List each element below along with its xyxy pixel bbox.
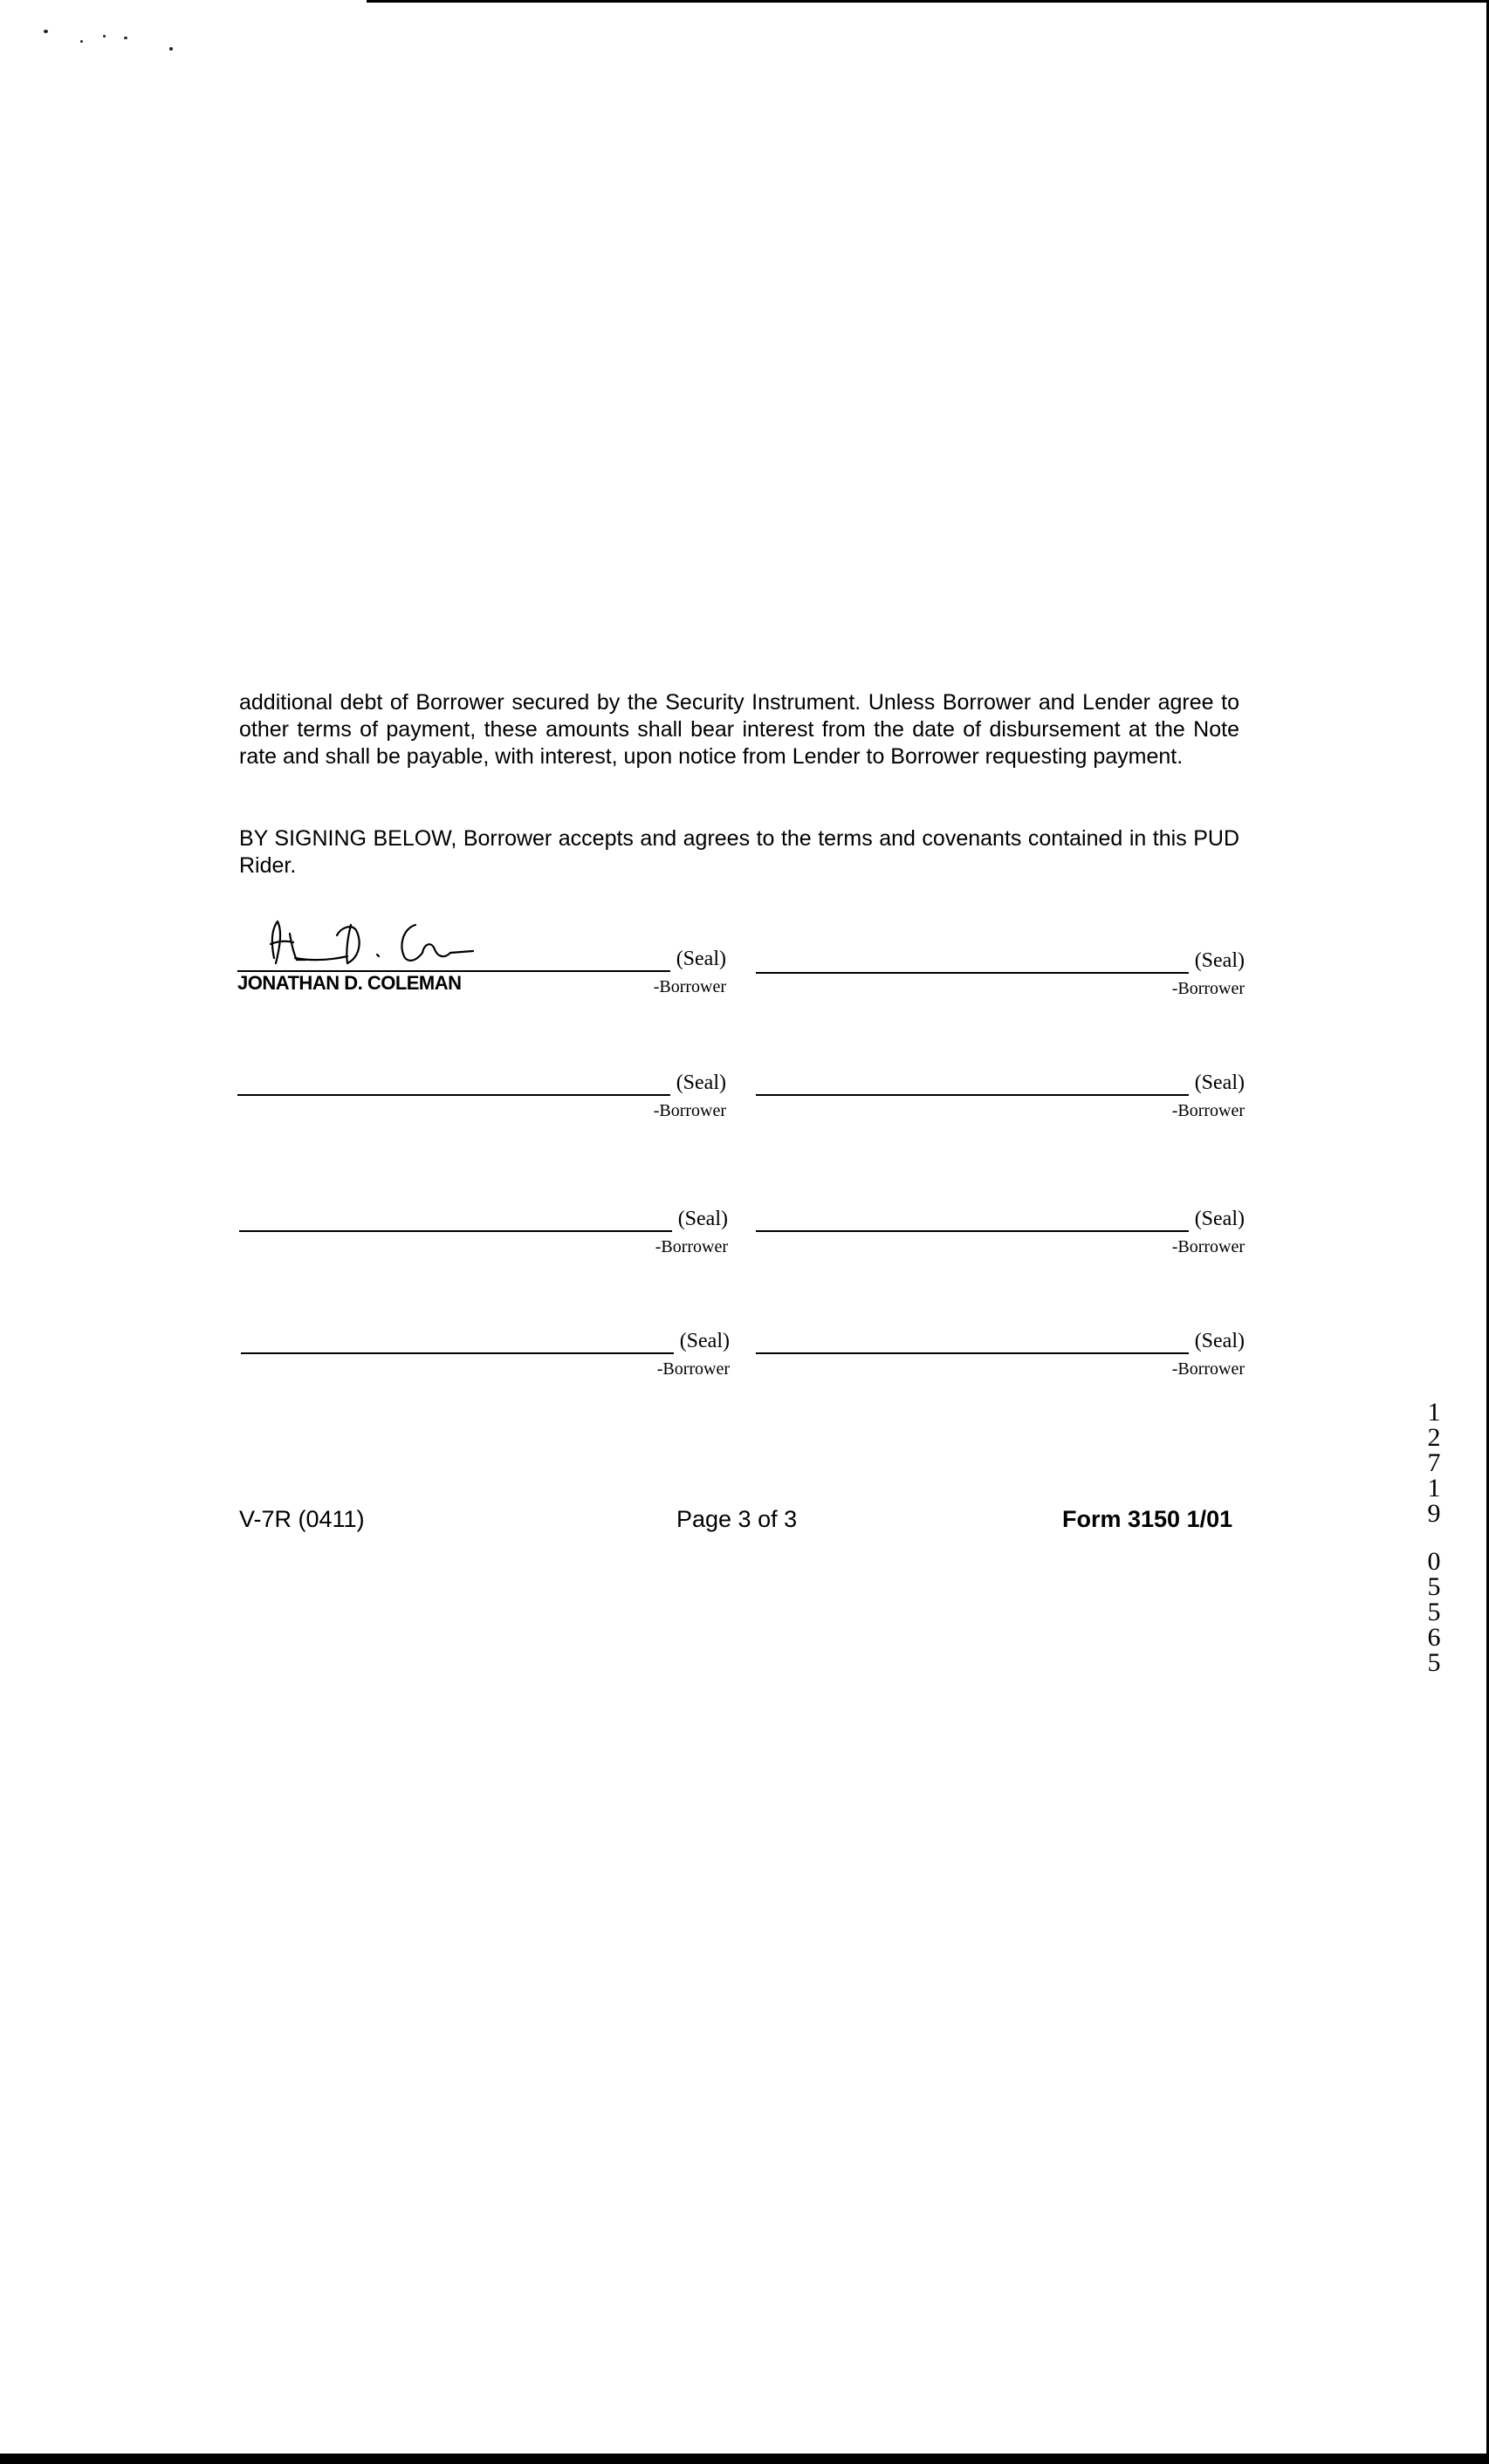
signature-block-2 xyxy=(756,935,1245,998)
scan-border-top xyxy=(367,0,1489,3)
borrower-role-label: -Borrower xyxy=(1171,1101,1245,1120)
signature-line xyxy=(756,972,1189,974)
stamp-digit: 7 xyxy=(1427,1448,1441,1477)
seal-label: (Seal) xyxy=(679,1330,730,1352)
scan-speck xyxy=(124,37,127,39)
stamp-digit: 1 xyxy=(1427,1474,1441,1502)
stamp-digit: 9 xyxy=(1427,1499,1441,1528)
recording-stamp xyxy=(1419,1400,1449,1675)
seal-label: (Seal) xyxy=(676,948,726,970)
signing-statement: BY SIGNING BELOW, Borrower accepts and agrees to the terms and covenants contained in this PUD Rider. xyxy=(239,826,1239,878)
borrower-role-label: -Borrower xyxy=(1171,1237,1245,1256)
signature-line xyxy=(756,1094,1189,1096)
borrower-role-label: -Borrower xyxy=(656,1359,730,1379)
stamp-digit: 2 xyxy=(1427,1423,1441,1452)
signature-block-3 xyxy=(237,1057,726,1120)
handwritten-signature xyxy=(244,914,480,975)
rider-body-paragraph: additional debt of Borrower secured by the Security Instrument. Unless Borrower and Lender agree to other terms of payment, these amounts shall bear interest from the date of disbursement at the Note rate and shall be payable, with interest, upon notice from Lender to Borrower requesting payment. xyxy=(239,690,1239,769)
seal-label: (Seal) xyxy=(1194,1330,1245,1352)
seal-label: (Seal) xyxy=(676,1071,726,1094)
stamp-digit: 6 xyxy=(1427,1623,1441,1652)
signature-block-6 xyxy=(756,1194,1245,1256)
borrower-role-label: -Borrower xyxy=(1171,1359,1245,1379)
scan-speck xyxy=(80,40,83,43)
signature-block-8 xyxy=(756,1316,1245,1379)
seal-label: (Seal) xyxy=(677,1208,728,1230)
signature-line xyxy=(756,1230,1189,1232)
scan-speck xyxy=(44,30,48,33)
signature-block-5 xyxy=(239,1194,728,1256)
stamp-gap xyxy=(1419,1526,1449,1549)
page-number: Page 3 of 3 xyxy=(676,1506,798,1532)
stamp-digit: 5 xyxy=(1427,1572,1441,1601)
signature-line xyxy=(756,1352,1189,1354)
seal-label: (Seal) xyxy=(1194,1208,1245,1230)
seal-label: (Seal) xyxy=(1194,949,1245,972)
form-code: V-7R (0411) xyxy=(239,1506,365,1532)
scan-speck xyxy=(103,35,106,38)
signer-name: JONATHAN D. COLEMAN xyxy=(237,972,462,994)
signature-line xyxy=(237,1094,670,1096)
scan-speck xyxy=(169,47,173,51)
form-number: Form 3150 1/01 xyxy=(1062,1506,1233,1532)
borrower-role-label: -Borrower xyxy=(653,977,726,996)
stamp-digit: 1 xyxy=(1427,1398,1441,1427)
signature-line xyxy=(239,1230,672,1232)
scan-border-bottom xyxy=(0,2454,1489,2464)
stamp-digit: 5 xyxy=(1427,1598,1441,1626)
borrower-role-label: -Borrower xyxy=(655,1237,728,1256)
seal-label: (Seal) xyxy=(1194,1071,1245,1094)
signature-block-1 xyxy=(237,934,726,996)
stamp-digit: 0 xyxy=(1427,1547,1441,1576)
signature-block-7 xyxy=(241,1316,730,1379)
borrower-role-label: -Borrower xyxy=(1171,979,1245,998)
borrower-role-label: -Borrower xyxy=(653,1101,726,1120)
signature-line xyxy=(241,1352,674,1354)
stamp-digit: 5 xyxy=(1427,1648,1441,1677)
signature-block-4 xyxy=(756,1057,1245,1120)
